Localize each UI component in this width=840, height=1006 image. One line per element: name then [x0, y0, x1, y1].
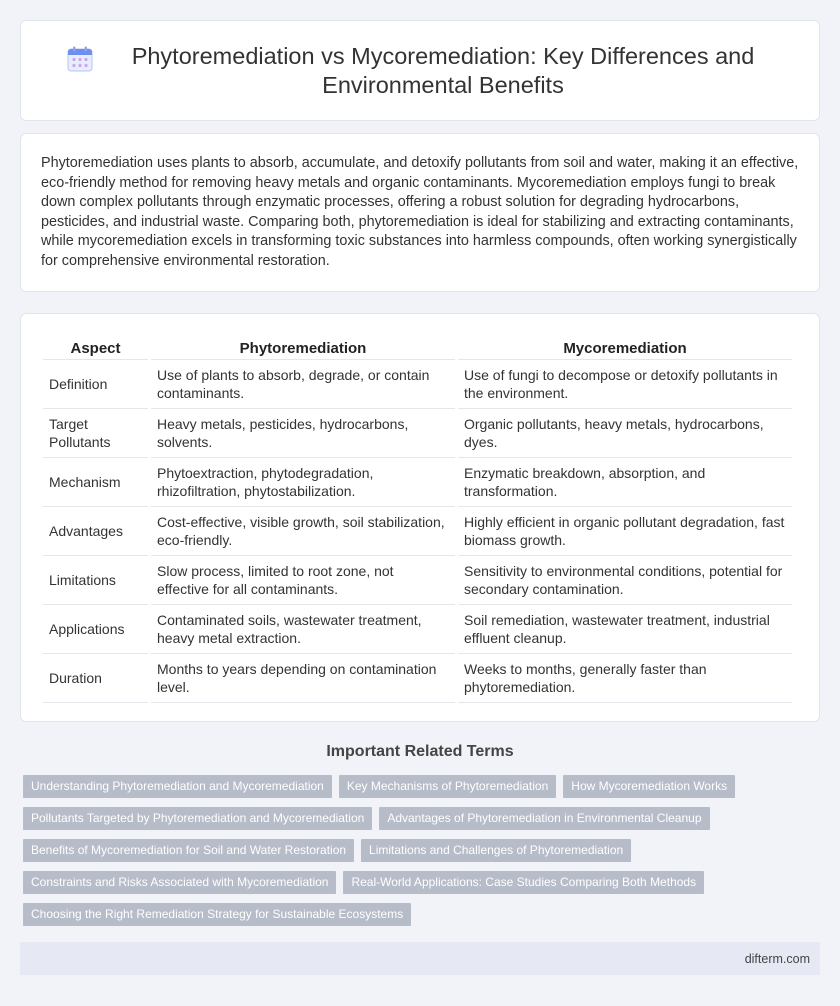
mycoremediation-cell: Enzymatic breakdown, absorption, and transformation. [458, 458, 792, 507]
aspect-cell: Limitations [43, 556, 148, 605]
intro-paragraph: Phytoremediation uses plants to absorb, accumulate, and detoxify pollutants from soil and water, making it an effective, eco-friendly method for removing heavy metals and organic contaminants. Mycoremediation employs fungi to break down complex pollutants through enzymatic processes, offering a robust solution for degrading hydrocarbons, pesticides, and industrial waste. Comparing both, phytoremediation is ideal for stabilizing and extracting contaminants, while mycoremediation excels in transforming toxic substances into harmless compounds, often working synergistically for comprehensive environmental restoration. [41, 155, 799, 269]
mycoremediation-cell: Sensitivity to environmental conditions, potential for secondary contamination. [458, 556, 792, 605]
related-terms-title: Important Related Terms [326, 743, 514, 760]
related-term-tag[interactable]: Limitations and Challenges of Phytoremediation [361, 839, 631, 862]
phytoremediation-cell: Use of plants to absorb, degrade, or contain contaminants. [151, 360, 455, 409]
related-term-tag[interactable]: Pollutants Targeted by Phytoremediation and Mycoremediation [23, 807, 372, 830]
related-term-tag[interactable]: Benefits of Mycoremediation for Soil and Water Restoration [23, 839, 354, 862]
phytoremediation-cell: Cost-effective, visible growth, soil stabilization, eco-friendly. [151, 507, 455, 556]
mycoremediation-cell: Highly efficient in organic pollutant degradation, fast biomass growth. [458, 507, 792, 556]
table-row [43, 556, 792, 605]
table-row [43, 507, 792, 556]
table-row [43, 654, 792, 703]
related-term-tag[interactable]: Real-World Applications: Case Studies Comparing Both Methods [343, 871, 704, 894]
column-header-phytoremediation: Phytoremediation [151, 330, 455, 360]
related-term-tag[interactable]: Understanding Phytoremediation and Mycoremediation [23, 775, 332, 798]
related-term-tag[interactable]: Choosing the Right Remediation Strategy for Sustainable Ecosystems [23, 903, 411, 926]
aspect-cell: Duration [43, 654, 148, 703]
aspect-cell: Applications [43, 605, 148, 654]
footer-site-name[interactable]: difterm.com [744, 951, 810, 966]
intro-card [20, 133, 820, 292]
comparison-table-card [20, 313, 820, 722]
mycoremediation-cell: Organic pollutants, heavy metals, hydrocarbons, dyes. [458, 409, 792, 458]
mycoremediation-cell: Use of fungi to decompose or detoxify pollutants in the environment. [458, 360, 792, 409]
calendar-icon [67, 46, 93, 72]
related-term-tag[interactable]: Key Mechanisms of Phytoremediation [339, 775, 556, 798]
footer [20, 942, 820, 975]
phytoremediation-cell: Slow process, limited to root zone, not effective for all contaminants. [151, 556, 455, 605]
aspect-cell: Advantages [43, 507, 148, 556]
phytoremediation-cell: Phytoextraction, phytodegradation, rhizofiltration, phytostabilization. [151, 458, 455, 507]
mycoremediation-cell: Soil remediation, wastewater treatment, industrial effluent cleanup. [458, 605, 792, 654]
header-card [20, 20, 820, 121]
table-row [43, 605, 792, 654]
aspect-cell: Definition [43, 360, 148, 409]
related-term-tag[interactable]: How Mycoremediation Works [563, 775, 735, 798]
related-terms-list [23, 775, 813, 926]
mycoremediation-cell: Weeks to months, generally faster than phytoremediation. [458, 654, 792, 703]
aspect-cell: Mechanism [43, 458, 148, 507]
phytoremediation-cell: Contaminated soils, wastewater treatment, heavy metal extraction. [151, 605, 455, 654]
column-header-aspect: Aspect [43, 330, 148, 360]
comparison-table [40, 330, 795, 703]
aspect-cell: Target Pollutants [43, 409, 148, 458]
header-inner [21, 42, 819, 100]
table-row [43, 409, 792, 458]
table-header-row [43, 330, 792, 360]
table-row [43, 360, 792, 409]
related-term-tag[interactable]: Advantages of Phytoremediation in Environmental Cleanup [379, 807, 709, 830]
column-header-mycoremediation: Mycoremediation [458, 330, 792, 360]
phytoremediation-cell: Heavy metals, pesticides, hydrocarbons, solvents. [151, 409, 455, 458]
related-term-tag[interactable]: Constraints and Risks Associated with Mycoremediation [23, 871, 336, 894]
table-row [43, 458, 792, 507]
page-title: Phytoremediation vs Mycoremediation: Key Differences and Environmental Benefits [131, 42, 755, 98]
phytoremediation-cell: Months to years depending on contamination level. [151, 654, 455, 703]
